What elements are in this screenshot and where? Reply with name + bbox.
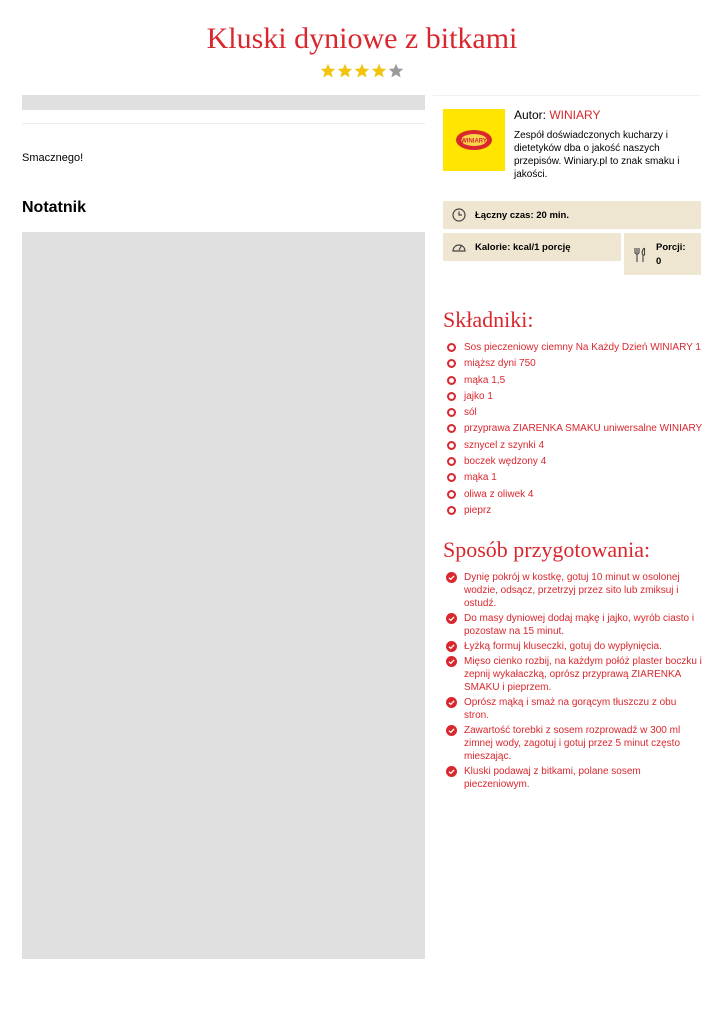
bullet-circle-icon xyxy=(447,473,456,482)
star-filled-icon[interactable] xyxy=(371,63,387,79)
cutlery-icon xyxy=(633,247,647,263)
ingredient-text[interactable]: sznycel z szynki 4 xyxy=(464,439,545,451)
step-item xyxy=(446,696,704,722)
step-text: Kluski podawaj z bitkami, polane sosem pieczeniowym. xyxy=(464,766,641,790)
total-time-box xyxy=(443,201,701,229)
step-item xyxy=(446,612,704,638)
portions-label: Porcji: xyxy=(656,242,686,253)
step-item xyxy=(446,640,704,653)
notebook-heading: Notatnik xyxy=(22,199,86,216)
closing-text: Smacznego! xyxy=(22,152,84,164)
recipe-title: Kluski dyniowe z bitkami xyxy=(206,22,518,55)
ingredient-item[interactable] xyxy=(446,439,702,455)
ingredient-text[interactable]: miąższ dyni 750 xyxy=(464,358,536,370)
steps-list xyxy=(446,571,704,793)
notebook-area[interactable] xyxy=(22,232,425,959)
ingredient-item[interactable] xyxy=(446,504,702,520)
step-text: Mięso cienko rozbij, na każdym połóż plaster boczku i zepnij wykałaczką, oprósz przyprawą ZIARENKA SMAKU i pieprzem. xyxy=(464,656,702,693)
ingredients-list xyxy=(446,341,702,520)
bullet-circle-icon xyxy=(447,506,456,515)
divider xyxy=(22,123,425,124)
star-filled-icon[interactable] xyxy=(354,63,370,79)
ingredient-text[interactable]: oliwa z oliwek 4 xyxy=(464,488,534,500)
rating-stars[interactable] xyxy=(320,63,404,79)
calories-box xyxy=(443,233,621,261)
bullet-circle-icon xyxy=(447,359,456,368)
bullet-circle-icon xyxy=(447,392,456,401)
ingredient-text[interactable]: sól xyxy=(464,407,477,419)
clock-icon xyxy=(452,208,466,222)
bullet-circle-icon xyxy=(447,457,456,466)
steps-heading: Sposób przygotowania: xyxy=(443,537,651,562)
bullet-circle-icon xyxy=(447,343,456,352)
author-description: Zespół doświadczonych kucharzy i dietetyków dba o jakość naszych przepisów. Winiary.pl to znak smaku i jakości. xyxy=(514,130,680,180)
ingredient-item[interactable] xyxy=(446,390,702,406)
check-circle-icon xyxy=(446,766,457,777)
step-text: Zawartość torebki z sosem rozprowadź w 300 ml zimnej wody, zagotuj i gotuj przez 5 minut często mieszając. xyxy=(464,725,681,762)
step-item xyxy=(446,655,704,694)
star-filled-icon[interactable] xyxy=(320,63,336,79)
winiary-logo-text: WINIARY xyxy=(461,138,487,145)
ingredient-text[interactable]: pieprz xyxy=(464,504,492,516)
author-name-link[interactable]: WINIARY xyxy=(549,108,601,122)
author-label: Autor: xyxy=(514,108,547,122)
calories-text: Kalorie: kcal/1 porcję xyxy=(475,242,571,253)
ingredient-item[interactable] xyxy=(446,455,702,471)
gauge-icon xyxy=(451,240,467,254)
author-line xyxy=(514,108,600,122)
ingredient-item[interactable] xyxy=(446,374,702,390)
star-filled-icon[interactable] xyxy=(337,63,353,79)
check-circle-icon xyxy=(446,613,457,624)
step-item xyxy=(446,571,704,610)
winiary-logo-icon xyxy=(454,127,494,153)
ingredient-text[interactable]: przyprawa ZIARENKA SMAKU uniwersalne WINIARY xyxy=(464,423,703,435)
winiary-logo xyxy=(443,109,505,171)
ingredient-text[interactable]: mąka 1 xyxy=(464,472,497,484)
bullet-circle-icon xyxy=(447,441,456,450)
divider xyxy=(433,95,701,96)
check-circle-icon xyxy=(446,656,457,667)
step-text: Łyżką formuj kluseczki, gotuj do wypłynięcia. xyxy=(464,641,662,652)
ingredient-text[interactable]: jajko 1 xyxy=(464,390,493,402)
check-circle-icon xyxy=(446,641,457,652)
step-item xyxy=(446,724,704,763)
portions-value: 0 xyxy=(656,256,662,267)
ingredient-item[interactable] xyxy=(446,422,702,438)
ingredient-text[interactable]: mąka 1,5 xyxy=(464,374,506,386)
step-text: Oprósz mąką i smaż na gorącym tłuszczu z obu stron. xyxy=(464,697,677,721)
step-item xyxy=(446,765,704,791)
star-empty-icon[interactable] xyxy=(388,63,404,79)
bullet-circle-icon xyxy=(447,408,456,417)
step-text: Dynię pokrój w kostkę, gotuj 10 minut w osolonej wodzie, odsącz, przetrzyj przez sito lub zmiksuj i ostudź. xyxy=(464,572,680,609)
ingredients-heading: Składniki: xyxy=(443,307,534,332)
ingredient-item[interactable] xyxy=(446,406,702,422)
ingredient-text[interactable]: boczek wędzony 4 xyxy=(464,456,547,468)
step-text: Do masy dyniowej dodaj mąkę i jajko, wyrób ciasto i pozostaw na 15 minut. xyxy=(464,613,695,637)
ingredient-item[interactable] xyxy=(446,488,702,504)
bullet-circle-icon xyxy=(447,376,456,385)
ingredient-text[interactable]: Sos pieczeniowy ciemny Na Każdy Dzień WINIARY 1 xyxy=(464,342,701,353)
check-circle-icon xyxy=(446,572,457,583)
ingredient-item[interactable] xyxy=(446,471,702,487)
check-circle-icon xyxy=(446,725,457,736)
total-time-text: Łączny czas: 20 min. xyxy=(475,210,569,221)
recipe-photo-placeholder xyxy=(22,95,425,110)
bullet-circle-icon xyxy=(447,490,456,499)
ingredient-item[interactable] xyxy=(446,357,702,373)
portions-box xyxy=(624,233,701,275)
check-circle-icon xyxy=(446,697,457,708)
ingredient-item[interactable] xyxy=(446,341,702,357)
bullet-circle-icon xyxy=(447,424,456,433)
